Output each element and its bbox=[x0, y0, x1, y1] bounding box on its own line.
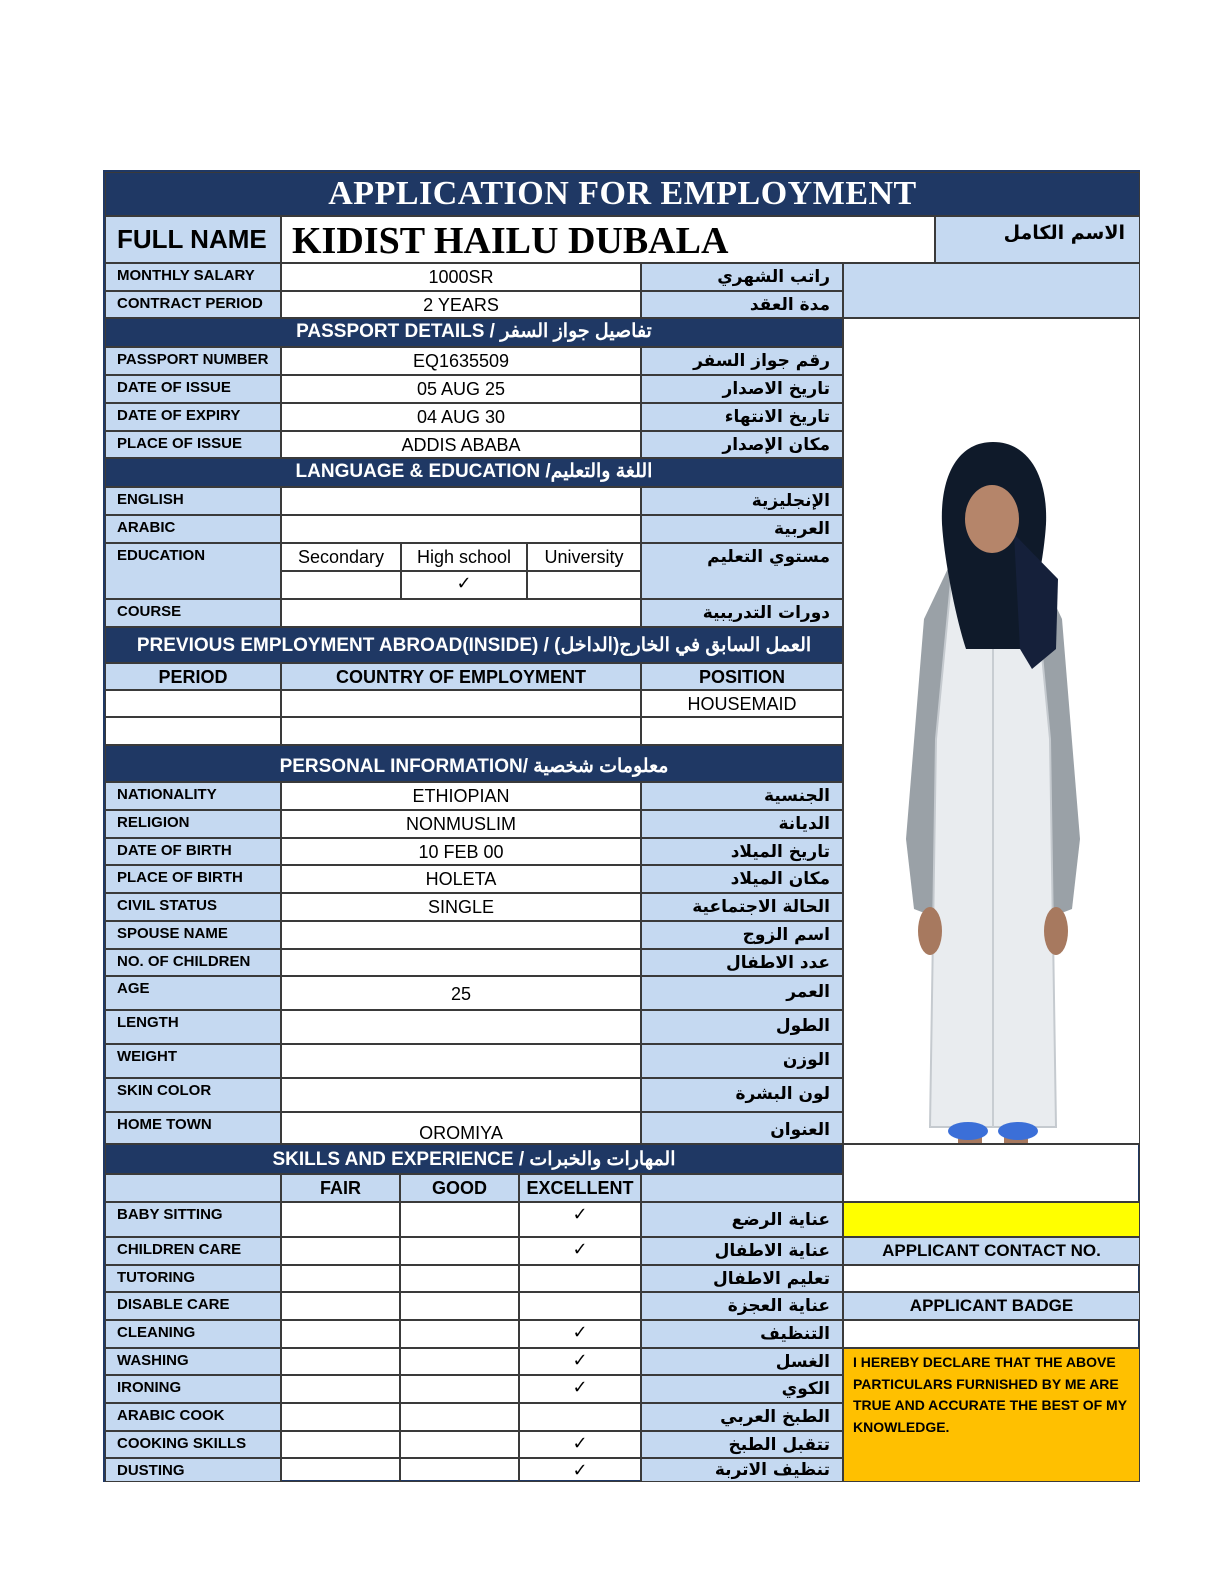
skill-excellent-cell[interactable] bbox=[519, 1265, 641, 1292]
applicant-badge-value[interactable] bbox=[843, 1320, 1140, 1348]
arabic-label: ARABIC bbox=[105, 515, 281, 543]
religion-label-ar: الديانة bbox=[641, 810, 843, 838]
position-column-header: POSITION bbox=[641, 663, 843, 690]
spouse-name-label-ar: اسم الزوج bbox=[641, 921, 843, 949]
previous-employment-heading: PREVIOUS EMPLOYMENT ABROAD(INSIDE) / العمل السابق في الخارج(الداخل) bbox=[105, 627, 843, 663]
religion-label: RELIGION bbox=[105, 810, 281, 838]
skill-good-cell[interactable] bbox=[400, 1202, 519, 1237]
education-mark-university[interactable] bbox=[527, 571, 641, 599]
passport-number-value[interactable]: EQ1635509 bbox=[281, 347, 641, 375]
skill-excellent-cell[interactable] bbox=[519, 1292, 641, 1320]
full-name-label: FULL NAME bbox=[105, 216, 281, 263]
date-of-issue-value[interactable]: 05 AUG 25 bbox=[281, 375, 641, 403]
home-town-label-ar: العنوان bbox=[641, 1112, 843, 1144]
skin-color-value[interactable] bbox=[281, 1078, 641, 1112]
course-label: COURSE bbox=[105, 599, 281, 627]
religion-value[interactable]: NONMUSLIM bbox=[281, 810, 641, 838]
skill-label: CLEANING bbox=[105, 1320, 281, 1348]
date-of-birth-label-ar: تاريخ الميلاد bbox=[641, 838, 843, 865]
spouse-name-label: SPOUSE NAME bbox=[105, 921, 281, 949]
contract-period-label-ar: مدة العقد bbox=[641, 291, 843, 318]
english-label-ar: الإنجليزية bbox=[641, 487, 843, 515]
contract-period-value[interactable]: 2 YEARS bbox=[281, 291, 641, 318]
form-title: APPLICATION FOR EMPLOYMENT bbox=[105, 172, 1140, 216]
fair-column-header: FAIR bbox=[281, 1174, 400, 1202]
skill-label-ar: التنظيف bbox=[641, 1320, 843, 1348]
civil-status-label: CIVIL STATUS bbox=[105, 893, 281, 921]
course-value[interactable] bbox=[281, 599, 641, 627]
full-name-label-ar: الاسم الكامل bbox=[935, 216, 1140, 263]
skill-excellent-cell[interactable]: ✓ bbox=[519, 1237, 641, 1265]
personal-information-heading: PERSONAL INFORMATION/ معلومات شخصية bbox=[105, 745, 843, 782]
skill-fair-cell[interactable] bbox=[281, 1237, 400, 1265]
home-town-label: HOME TOWN bbox=[105, 1112, 281, 1144]
passport-number-label-ar: رقم جواز السفر bbox=[641, 347, 843, 375]
date-of-issue-label: DATE OF ISSUE bbox=[105, 375, 281, 403]
contract-side-box bbox=[843, 263, 1140, 318]
place-of-issue-value[interactable]: ADDIS ABABA bbox=[281, 431, 641, 458]
skill-fair-cell[interactable] bbox=[281, 1320, 400, 1348]
employment-position-cell[interactable]: HOUSEMAID bbox=[641, 690, 843, 717]
education-level-high-school: High school bbox=[401, 543, 527, 571]
applicant-badge-label: APPLICANT BADGE bbox=[843, 1292, 1140, 1320]
skill-label-ar: الغسل bbox=[641, 1348, 843, 1375]
skill-good-cell[interactable] bbox=[400, 1431, 519, 1458]
english-value[interactable] bbox=[281, 487, 641, 515]
skill-label: DUSTING bbox=[105, 1458, 281, 1482]
age-label-ar: العمر bbox=[641, 976, 843, 1010]
language-education-heading: LANGUAGE & EDUCATION /اللغة والتعليم bbox=[105, 458, 843, 487]
employment-country-cell[interactable] bbox=[281, 690, 641, 717]
skill-fair-cell[interactable] bbox=[281, 1265, 400, 1292]
skills-header-ar-blank bbox=[641, 1174, 843, 1202]
date-of-birth-label: DATE OF BIRTH bbox=[105, 838, 281, 865]
passport-details-heading: PASSPORT DETAILS / تفاصيل جواز السفر bbox=[105, 318, 843, 347]
education-mark-secondary[interactable] bbox=[281, 571, 401, 599]
applicant-contact-label: APPLICANT CONTACT NO. bbox=[843, 1237, 1140, 1265]
skill-excellent-cell[interactable]: ✓ bbox=[519, 1348, 641, 1375]
length-label: LENGTH bbox=[105, 1010, 281, 1044]
age-value[interactable]: 25 bbox=[281, 976, 641, 1010]
monthly-salary-label-ar: راتب الشهري bbox=[641, 263, 843, 291]
skill-excellent-cell[interactable] bbox=[519, 1403, 641, 1431]
home-town-value[interactable]: OROMIYA bbox=[281, 1112, 641, 1144]
education-level-secondary: Secondary bbox=[281, 543, 401, 571]
skill-label: TUTORING bbox=[105, 1265, 281, 1292]
skill-label: DISABLE CARE bbox=[105, 1292, 281, 1320]
skill-excellent-cell[interactable]: ✓ bbox=[519, 1375, 641, 1403]
skill-excellent-cell[interactable]: ✓ bbox=[519, 1458, 641, 1482]
education-label-ar: مستوي التعليم bbox=[641, 543, 843, 599]
good-column-header: GOOD bbox=[400, 1174, 519, 1202]
length-label-ar: الطول bbox=[641, 1010, 843, 1044]
skill-fair-cell[interactable] bbox=[281, 1202, 400, 1237]
nationality-label: NATIONALITY bbox=[105, 782, 281, 810]
english-label: ENGLISH bbox=[105, 487, 281, 515]
period-column-header: PERIOD bbox=[105, 663, 281, 690]
weight-value[interactable] bbox=[281, 1044, 641, 1078]
skill-label: IRONING bbox=[105, 1375, 281, 1403]
applicant-contact-value[interactable] bbox=[843, 1265, 1140, 1292]
skill-label: COOKING SKILLS bbox=[105, 1431, 281, 1458]
skill-fair-cell[interactable] bbox=[281, 1292, 400, 1320]
place-of-birth-label: PLACE OF BIRTH bbox=[105, 865, 281, 893]
length-value[interactable] bbox=[281, 1010, 641, 1044]
skill-label-ar: الكوي bbox=[641, 1375, 843, 1403]
spouse-name-value[interactable] bbox=[281, 921, 641, 949]
education-label: EDUCATION bbox=[105, 543, 281, 599]
skill-good-cell[interactable] bbox=[400, 1348, 519, 1375]
arabic-label-ar: العربية bbox=[641, 515, 843, 543]
excellent-column-header: EXCELLENT bbox=[519, 1174, 641, 1202]
skills-header-blank bbox=[105, 1174, 281, 1202]
highlight-box bbox=[843, 1202, 1140, 1237]
no-of-children-label-ar: عدد الاطفال bbox=[641, 949, 843, 976]
full-name-value[interactable]: KIDIST HAILU DUBALA bbox=[281, 216, 935, 263]
skills-experience-heading: SKILLS AND EXPERIENCE / المهارات والخبرات bbox=[105, 1144, 843, 1174]
weight-label: WEIGHT bbox=[105, 1044, 281, 1078]
skill-fair-cell[interactable] bbox=[281, 1348, 400, 1375]
skill-label-ar: عناية الرضع bbox=[641, 1202, 843, 1237]
skill-good-cell[interactable] bbox=[400, 1320, 519, 1348]
employment-period-cell[interactable] bbox=[105, 690, 281, 717]
date-of-expiry-label: DATE OF EXPIRY bbox=[105, 403, 281, 431]
place-of-issue-label-ar: مكان الإصدار bbox=[641, 431, 843, 458]
skill-excellent-cell[interactable]: ✓ bbox=[519, 1202, 641, 1237]
place-of-birth-value[interactable]: HOLETA bbox=[281, 865, 641, 893]
skill-excellent-cell[interactable]: ✓ bbox=[519, 1320, 641, 1348]
civil-status-value[interactable]: SINGLE bbox=[281, 893, 641, 921]
date-of-expiry-label-ar: تاريخ الانتهاء bbox=[641, 403, 843, 431]
country-column-header: COUNTRY OF EMPLOYMENT bbox=[281, 663, 641, 690]
skill-good-cell[interactable] bbox=[400, 1403, 519, 1431]
skill-label: BABY SITTING bbox=[105, 1202, 281, 1237]
skill-good-cell[interactable] bbox=[400, 1265, 519, 1292]
place-of-issue-label: PLACE OF ISSUE bbox=[105, 431, 281, 458]
skill-label-ar: الطبخ العربي bbox=[641, 1403, 843, 1431]
skin-color-label: SKIN COLOR bbox=[105, 1078, 281, 1112]
arabic-value[interactable] bbox=[281, 515, 641, 543]
skill-label-ar: تعليم الاطفال bbox=[641, 1265, 843, 1292]
skill-good-cell[interactable] bbox=[400, 1458, 519, 1482]
no-of-children-value[interactable] bbox=[281, 949, 641, 976]
applicant-photo-figure bbox=[844, 319, 1140, 1144]
date-of-issue-label-ar: تاريخ الاصدار bbox=[641, 375, 843, 403]
skill-good-cell[interactable] bbox=[400, 1375, 519, 1403]
employment-country-cell[interactable] bbox=[281, 717, 641, 745]
nationality-value[interactable]: ETHIOPIAN bbox=[281, 782, 641, 810]
place-of-birth-label-ar: مكان الميلاد bbox=[641, 865, 843, 893]
skill-label-ar: عناية العجزة bbox=[641, 1292, 843, 1320]
education-mark-high-school[interactable]: ✓ bbox=[401, 571, 527, 599]
skill-label-ar: تتقبل الطبخ bbox=[641, 1431, 843, 1458]
skill-good-cell[interactable] bbox=[400, 1237, 519, 1265]
skill-label-ar: تنظيف الاتربة bbox=[641, 1458, 843, 1482]
monthly-salary-label: MONTHLY SALARY bbox=[105, 263, 281, 291]
declaration-text: I HEREBY DECLARE THAT THE ABOVE PARTICULARS FURNISHED BY ME ARE TRUE AND ACCURATE THE BEST OF MY KNOWLEDGE. bbox=[843, 1348, 1140, 1482]
education-level-university: University bbox=[527, 543, 641, 571]
applicant-photo bbox=[843, 318, 1140, 1144]
skill-excellent-cell[interactable]: ✓ bbox=[519, 1431, 641, 1458]
skill-label: ARABIC COOK bbox=[105, 1403, 281, 1431]
contract-period-label: CONTRACT PERIOD bbox=[105, 291, 281, 318]
employment-period-cell[interactable] bbox=[105, 717, 281, 745]
date-of-birth-value[interactable]: 10 FEB 00 bbox=[281, 838, 641, 865]
skill-good-cell[interactable] bbox=[400, 1292, 519, 1320]
application-form bbox=[103, 170, 1140, 1482]
monthly-salary-value[interactable]: 1000SR bbox=[281, 263, 641, 291]
employment-position-cell[interactable] bbox=[641, 717, 843, 745]
course-label-ar: دورات التدريبية bbox=[641, 599, 843, 627]
skill-label-ar: عناية الاطفال bbox=[641, 1237, 843, 1265]
skill-fair-cell[interactable] bbox=[281, 1375, 400, 1403]
skin-color-label-ar: لون البشرة bbox=[641, 1078, 843, 1112]
no-of-children-label: NO. OF CHILDREN bbox=[105, 949, 281, 976]
nationality-label-ar: الجنسية bbox=[641, 782, 843, 810]
age-label: AGE bbox=[105, 976, 281, 1010]
skill-fair-cell[interactable] bbox=[281, 1403, 400, 1431]
date-of-expiry-value[interactable]: 04 AUG 30 bbox=[281, 403, 641, 431]
skill-label: CHILDREN CARE bbox=[105, 1237, 281, 1265]
skill-fair-cell[interactable] bbox=[281, 1431, 400, 1458]
skill-label: WASHING bbox=[105, 1348, 281, 1375]
passport-number-label: PASSPORT NUMBER bbox=[105, 347, 281, 375]
civil-status-label-ar: الحالة الاجتماعية bbox=[641, 893, 843, 921]
skills-side-blank bbox=[843, 1144, 1140, 1202]
weight-label-ar: الوزن bbox=[641, 1044, 843, 1078]
skill-fair-cell[interactable] bbox=[281, 1458, 400, 1482]
